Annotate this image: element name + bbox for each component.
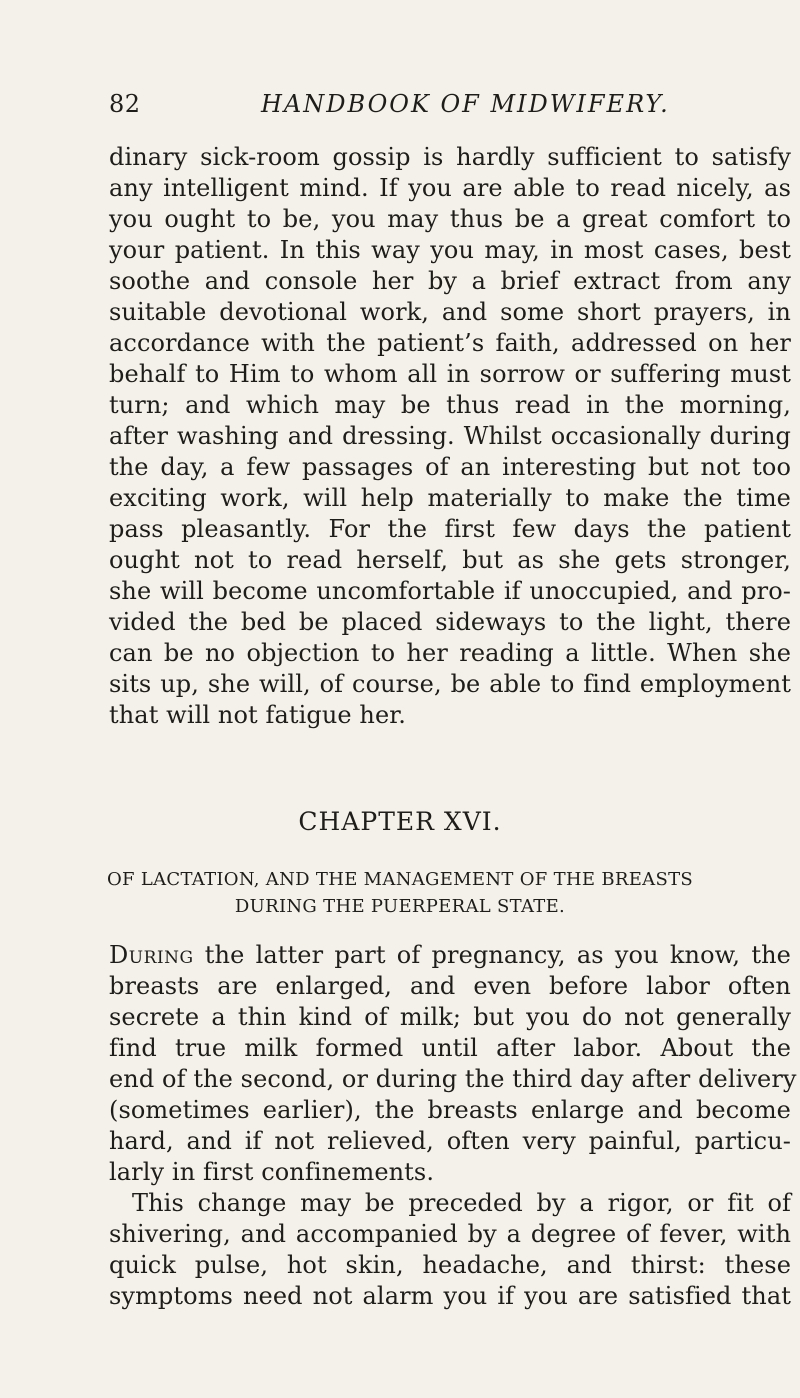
text-line: find true milk formed until after labor. About the — [109, 1034, 791, 1062]
text-line: accordance with the patient’s faith, addressed on her — [109, 329, 791, 357]
text-line: symptoms need not alarm you if you are satisfied that — [109, 1282, 791, 1310]
text-line: that will not fatigue her. — [109, 701, 406, 729]
text-line: your patient. In this way you may, in most cases, best — [109, 236, 791, 264]
page-number: 82 — [109, 90, 141, 118]
text-line: exciting work, will help materially to make the time — [109, 484, 791, 512]
chapter-subtitle-line-1: OF LACTATION, AND THE MANAGEMENT OF THE BREASTS — [106, 869, 694, 890]
text-line: vided the bed be placed sideways to the light, there — [109, 608, 791, 636]
opening-line-text: the latter part of pregnancy, as you know, the — [193, 941, 791, 969]
opening-word: During — [109, 941, 194, 969]
running-head — [109, 88, 789, 120]
text-line: suitable devotional work, and some short prayers, in — [109, 298, 791, 326]
text-line: any intelligent mind. If you are able to read nicely, as — [109, 174, 791, 202]
text-line: sits up, she will, of course, be able to find employment — [109, 670, 791, 698]
text-line: soothe and console her by a brief extract from any — [109, 267, 791, 295]
text-line: she will become uncomfortable if unoccupied, and pro- — [109, 577, 791, 605]
text-line: shivering, and accompanied by a degree of fever, with — [109, 1220, 791, 1248]
text-line: end of the second, or during the third day after delivery — [109, 1065, 797, 1093]
text-line: hard, and if not relieved, often very painful, particu- — [109, 1127, 791, 1155]
text-line: dinary sick-room gossip is hardly sufficient to satisfy — [109, 143, 791, 171]
text-line: secrete a thin kind of milk; but you do not generally — [109, 1003, 791, 1031]
text-line: ought not to read herself, but as she gets stronger, — [109, 546, 791, 574]
text-line: pass pleasantly. For the first few days the patient — [109, 515, 791, 543]
text-line: behalf to Him to whom all in sorrow or suffering must — [109, 360, 791, 388]
text-line: can be no objection to her reading a little. When she — [109, 639, 791, 667]
chapter-title: CHAPTER XVI. — [298, 807, 502, 836]
text-line: larly in first confinements. — [109, 1158, 435, 1186]
text-line: This change may be preceded by a rigor, or fit of — [132, 1189, 791, 1217]
text-line: the day, a few passages of an interesting but not too — [109, 453, 791, 481]
text-line — [109, 940, 791, 971]
text-line: (sometimes earlier), the breasts enlarge and become — [109, 1096, 791, 1124]
text-line: quick pulse, hot skin, headache, and thirst: these — [109, 1251, 791, 1279]
text-line: after washing and dressing. Whilst occasionally during — [109, 422, 791, 450]
chapter-subtitle-line-2: DURING THE PUERPERAL STATE. — [234, 896, 566, 917]
text-line: breasts are enlarged, and even before labor often — [109, 972, 791, 1000]
text-line: turn; and which may be thus read in the morning, — [109, 391, 791, 419]
running-title: HANDBOOK OF MIDWIFERY. — [261, 90, 670, 118]
text-line: you ought to be, you may thus be a great comfort to — [109, 205, 791, 233]
